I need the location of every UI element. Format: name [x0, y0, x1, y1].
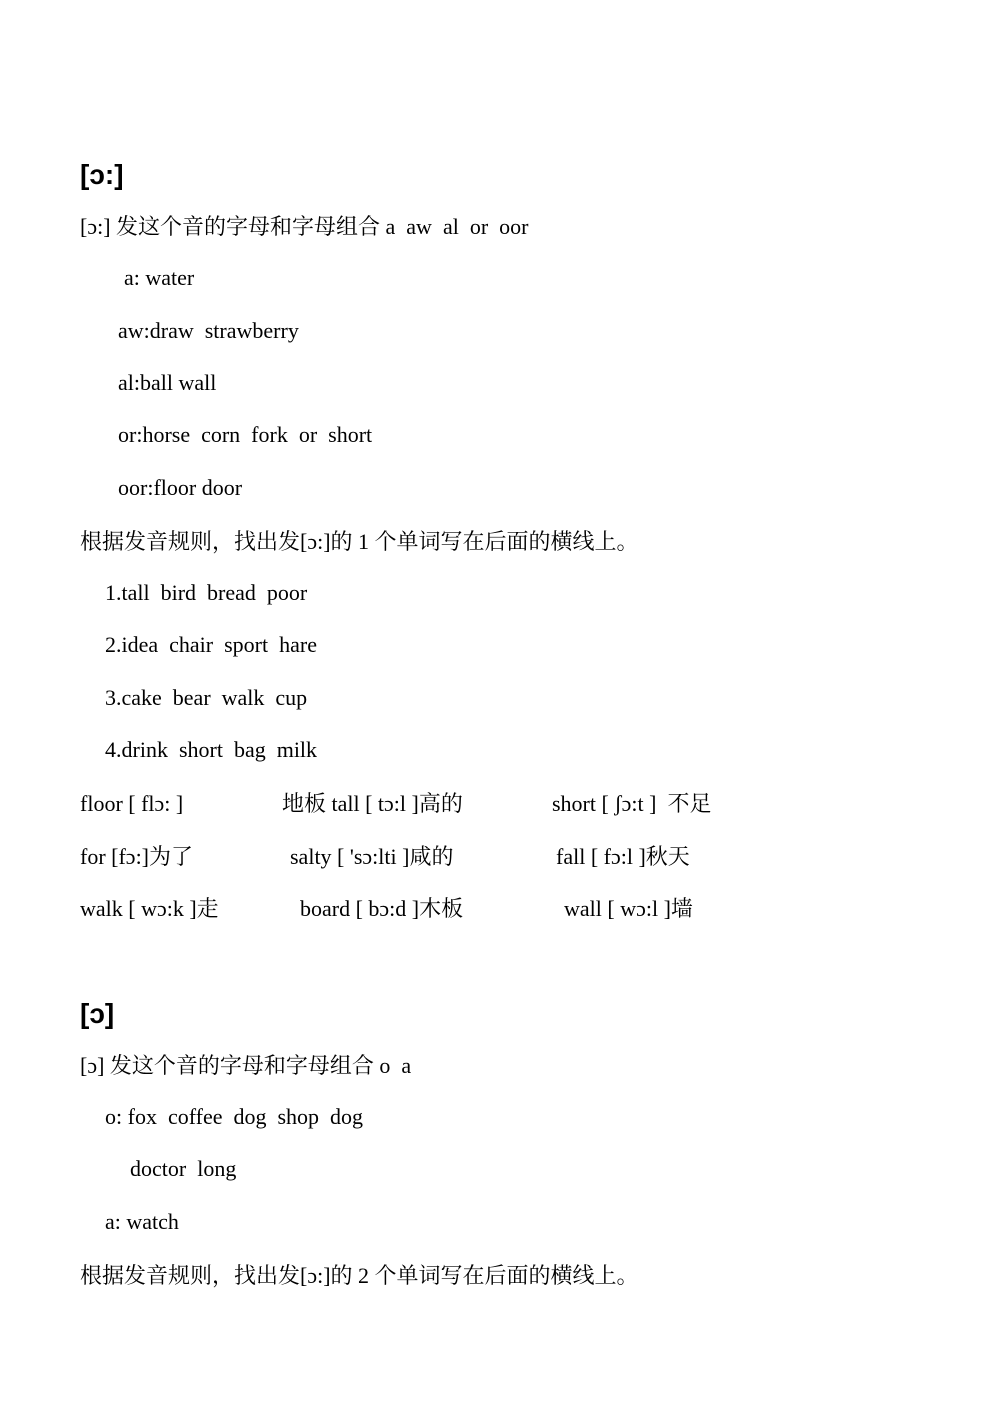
- section2-example-a: a: watch: [105, 1209, 179, 1234]
- vocab-row3-col1: walk [ wɔ:k ]走: [80, 896, 219, 921]
- section1-instruction: 根据发音规则，找出发[ɔ:]的 1 个单词写在后面的横线上。: [80, 529, 639, 554]
- section1-exercise-4: 4.drink short bag milk: [105, 737, 318, 762]
- section1-example-a: a: water: [124, 265, 195, 290]
- section1-exercise-3: 3.cake bear walk cup: [105, 685, 308, 710]
- section1-example-or: or:horse corn fork or short: [118, 422, 373, 447]
- vocab-row1-col2: 地板 tall [ tɔ:l ]高的: [282, 791, 463, 816]
- vocab-row1-col3: short [ ʃɔ:t ] 不足: [552, 791, 712, 816]
- section2-intro: [ɔ] 发这个音的字母和字母组合 o a: [80, 1053, 412, 1078]
- vocab-row2-col3: fall [ fɔ:l ]秋天: [556, 844, 690, 869]
- section2-example-o-cont: doctor long: [130, 1156, 237, 1181]
- section1-example-al: al:ball wall: [118, 370, 217, 395]
- section1-intro: [ɔ:] 发这个音的字母和字母组合 a aw al or oor: [80, 214, 529, 239]
- section2-example-o: o: fox coffee dog shop dog: [105, 1104, 364, 1129]
- section2-heading: [ɔ]: [80, 998, 115, 1029]
- section1-example-aw: aw:draw strawberry: [118, 318, 299, 343]
- section1-example-oor: oor:floor door: [118, 475, 243, 500]
- section1-exercise-2: 2.idea chair sport hare: [105, 632, 317, 657]
- section2-instruction: 根据发音规则，找出发[ɔ:]的 2 个单词写在后面的横线上。: [80, 1263, 639, 1288]
- vocab-row1-col1: floor [ flɔ: ]: [80, 791, 184, 816]
- vocab-row2-col1: for [fɔ:]为了: [80, 844, 194, 869]
- section1-heading: [ɔ:]: [80, 159, 124, 190]
- section1-exercise-1: 1.tall bird bread poor: [105, 580, 308, 605]
- vocab-row2-col2: salty [ 'sɔ:lti ]咸的: [290, 844, 454, 869]
- vocab-row3-col2: board [ bɔ:d ]木板: [300, 896, 464, 921]
- vocab-row3-col3: wall [ wɔ:l ]墙: [564, 896, 693, 921]
